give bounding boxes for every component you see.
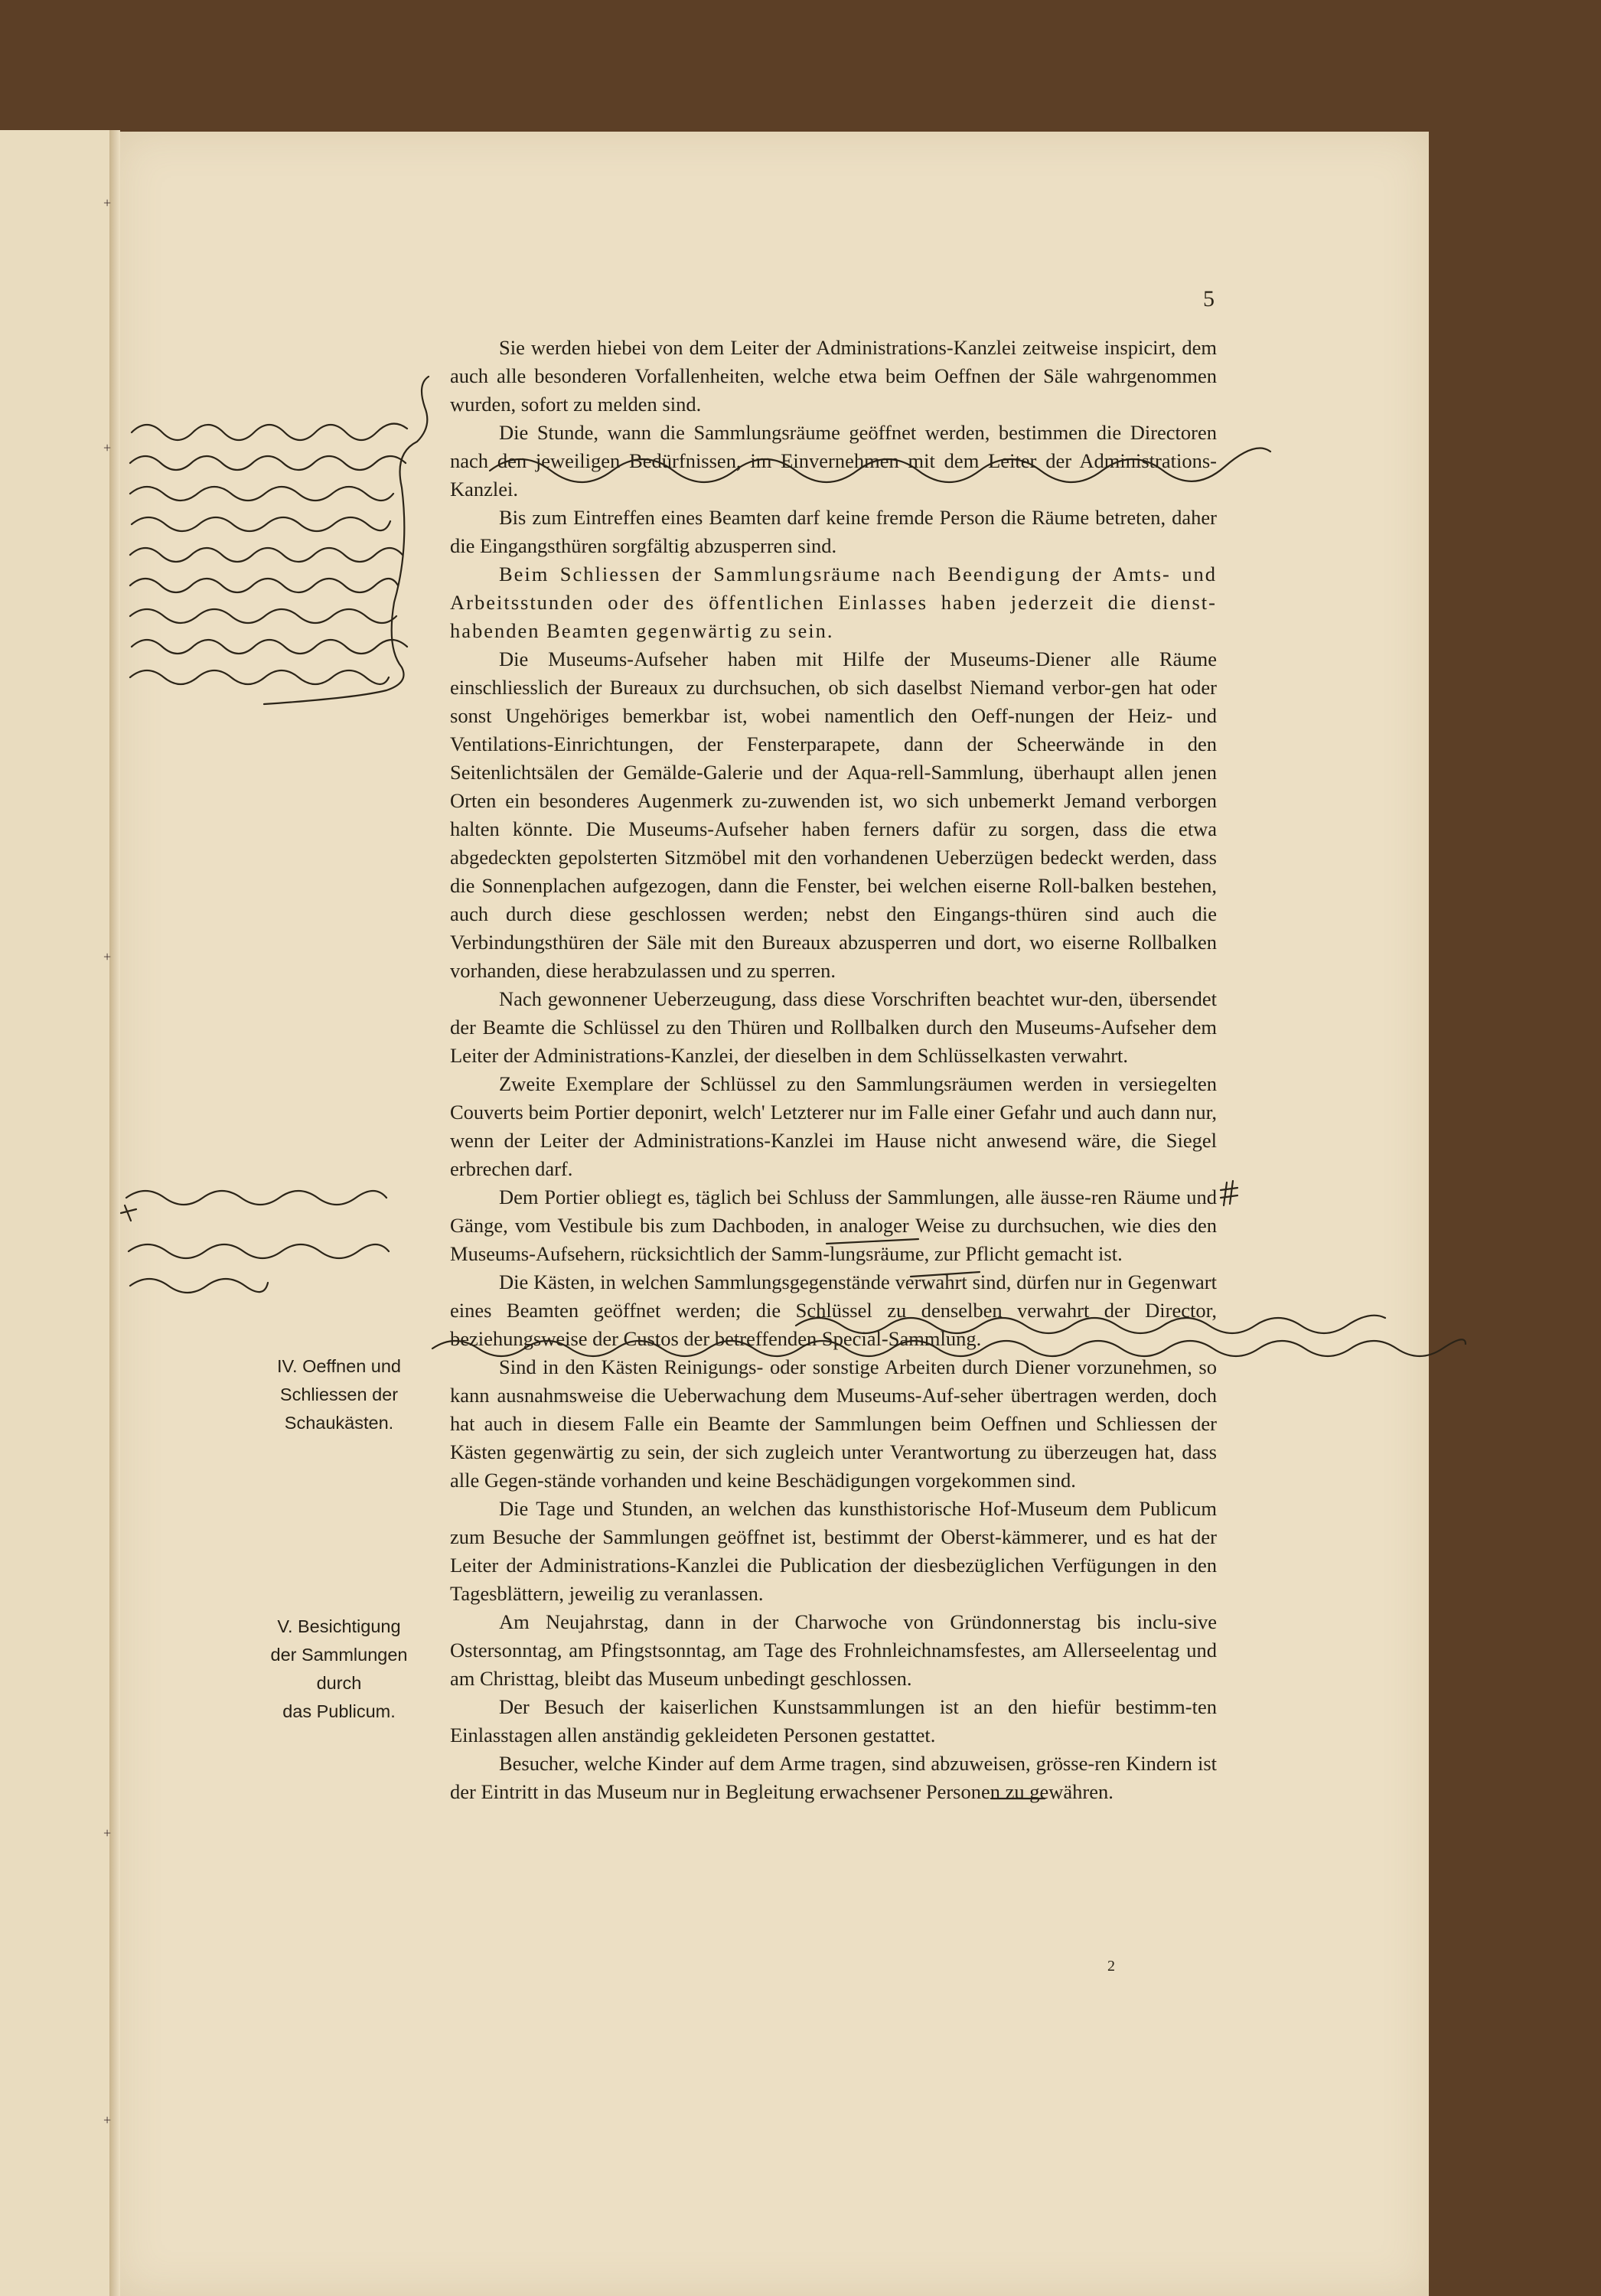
sidenote-line: das Publicum. [282,1701,396,1721]
sidenote-line: V. Besichtigung [277,1616,401,1636]
binding-mark: + [103,195,112,210]
signature-mark: 2 [1107,1958,1115,1975]
paragraph: Die Museums-Aufseher haben mit Hilfe der Museums-Diener alle Räume einschliesslich der Bureaux zu durchsuchen, ob sich daselbst Niemand verbor-gen hat oder sonst Ungehöriges bemerkbar ist, wobei namentlich den Oeff-nungen der Heiz- und Ventilations-Einrichtungen, der Fensterparapete, dann der Scheerwände in den Seitenlichtsälen der Gemälde-Galerie und der Aqua-rell-Sammlung, überhaupt allen jenen Orten ein besonderes Augenmerk zu-zuwenden ist, wo sich unbemerkt Jemand verborgen halten könnte. Die Museums-Aufseher haben ferners dafür zu sorgen, dass die etwa abgedeckten gepolsterten Sitzmöbel mit den vorhandenen Ueberzügen bedeckt werden, dass die Sonnenplachen aufgezogen, dann die Fenster, bei welchen eiserne Roll-balken bestehen, auch durch diese geschlossen werden; nebst den Eingangs-thüren sind auch die Verbindungsthüren der Säle mit den Bureaux abzusperren und dort, wo eiserne Rollbalken vorhanden, diese herabzulassen und zu sperren. [450,647,1217,982]
paragraph: Bis zum Eintreffen eines Beamten darf keine fremde Person die Räume betreten, daher die Eingangsthüren sorgfältig abzusperren sind. [450,506,1217,557]
sidenote-line: der Sammlungen [270,1645,408,1665]
binding-mark: + [103,949,112,964]
body-text [450,334,1217,1806]
paragraph: Nach gewonnener Ueberzeugung, dass diese Vorschriften beachtet wur-den, übersendet der Beamte die Schlüssel zu den Thüren und Rollbalken durch den Museums-Aufseher dem Leiter der Administrations-Kanzlei, der dieselben in dem Schlüsselkasten verwahrt. [450,987,1217,1067]
paragraph: Besucher, welche Kinder auf dem Arme tragen, sind abzuweisen, grösse-ren Kindern ist der Eintritt in das Museum nur in Begleitung erwachsener Personen zu gewähren. [450,1752,1217,1803]
scan-background [1429,132,1601,2296]
page-gutter [109,130,120,2296]
paragraph: Die Stunde, wann die Sammlungsräume geöffnet werden, bestimmen die Directoren nach den jeweiligen Bedürfnissen, im Einvernehmen mit dem Leiter der Administrations-Kanzlei. [450,421,1217,501]
sidenote-line: IV. Oeffnen und [276,1356,402,1376]
paragraph: Am Neujahrstag, dann in der Charwoche von Gründonnerstag bis inclu-sive Ostersonntag, am Pfingstsonntag, am Tage des Frohnleichnamsfestes, am Allerseelentag und am Christtag, bleibt das Museum unbedingt geschlossen. [450,1610,1217,1690]
paragraph: Die Kästen, in welchen Sammlungsgegenstände verwahrt sind, dürfen nur in Gegenwart eines Beamten geöffnet werden; die Schlüssel zu denselben verwahrt der Director, beziehungsweise der Custos der betreffenden Special-Sammlung. [450,1270,1217,1350]
paragraph: Der Besuch der kaiserlichen Kunstsammlungen ist an den hiefür bestimm-ten Einlasstagen allen anständig gekleideten Personen gestattet. [450,1695,1217,1746]
paragraph: Die Tage und Stunden, an welchen das kunsthistorische Hof-Museum dem Publicum zum Besuche der Sammlungen geöffnet ist, bestimmt der Oberst-kämmerer, und es hat der Leiter der Administrations-Kanzlei die Publication der diesbezüglichen Verfügungen in den Tagesblättern, jeweilig zu veranlassen. [450,1497,1217,1605]
sidenote-section-v [243,1613,435,1726]
paragraph: Sie werden hiebei von dem Leiter der Administrations-Kanzlei zeitweise inspicirt, dem auch alle besonderen Vorfallenheiten, welche etwa beim Oeffnen der Säle wahrgenommen wurden, sofort zu melden sind. [450,336,1217,416]
paragraph: Dem Portier obliegt es, täglich bei Schluss der Sammlungen, alle äusse-ren Räume und Gänge, vom Vestibule bis zum Dachboden, in analoger Weise zu durchsuchen, wie dies den Museums-Aufsehern, rücksichtlich der Samm-lungsräume, zur Pflicht gemacht ist. [450,1186,1217,1265]
binding-mark: + [103,440,112,455]
binding-mark: + [103,2112,112,2128]
previous-page-edge [0,130,115,2296]
paragraph: Sind in den Kästen Reinigungs- oder sonstige Arbeiten durch Diener vorzunehmen, so kann ausnahmsweise die Ueberwachung dem Museums-Auf-seher übertragen werden, doch hat auch in diesem Falle ein Beamte der Sammlungen beim Oeffnen und Schliessen der Kästen gegenwärtig zu sein, der sich zugleich unter Verantwortung zu überzeugen hat, dass alle Gegen-stände vorhanden und keine Beschädigungen vorgekommen sind. [450,1355,1217,1492]
sidenote-line: Schliessen der [279,1384,399,1404]
sidenote-line: durch [316,1673,362,1693]
sidenote-line: Schaukästen. [284,1413,394,1433]
binding-mark: + [103,1825,112,1841]
page-number: 5 [1203,286,1215,311]
sidenote-section-iv [243,1352,435,1437]
paragraph: Zweite Exemplare der Schlüssel zu den Sammlungsräumen werden in versiegelten Couverts beim Portier deponirt, welch' Letzterer nur im Falle einer Gefahr und auch dann nur, wenn der Leiter der Administrations-Kanzlei im Hause nicht anwesend wäre, die Siegel erbrechen darf. [450,1072,1217,1180]
paragraph: Beim Schliessen der Sammlungsräume nach Beendigung der Amts- und Arbeitsstunden oder des öffentlichen Einlasses haben jederzeit die dienst-habenden Beamten gegenwärtig zu sein. [450,563,1217,642]
